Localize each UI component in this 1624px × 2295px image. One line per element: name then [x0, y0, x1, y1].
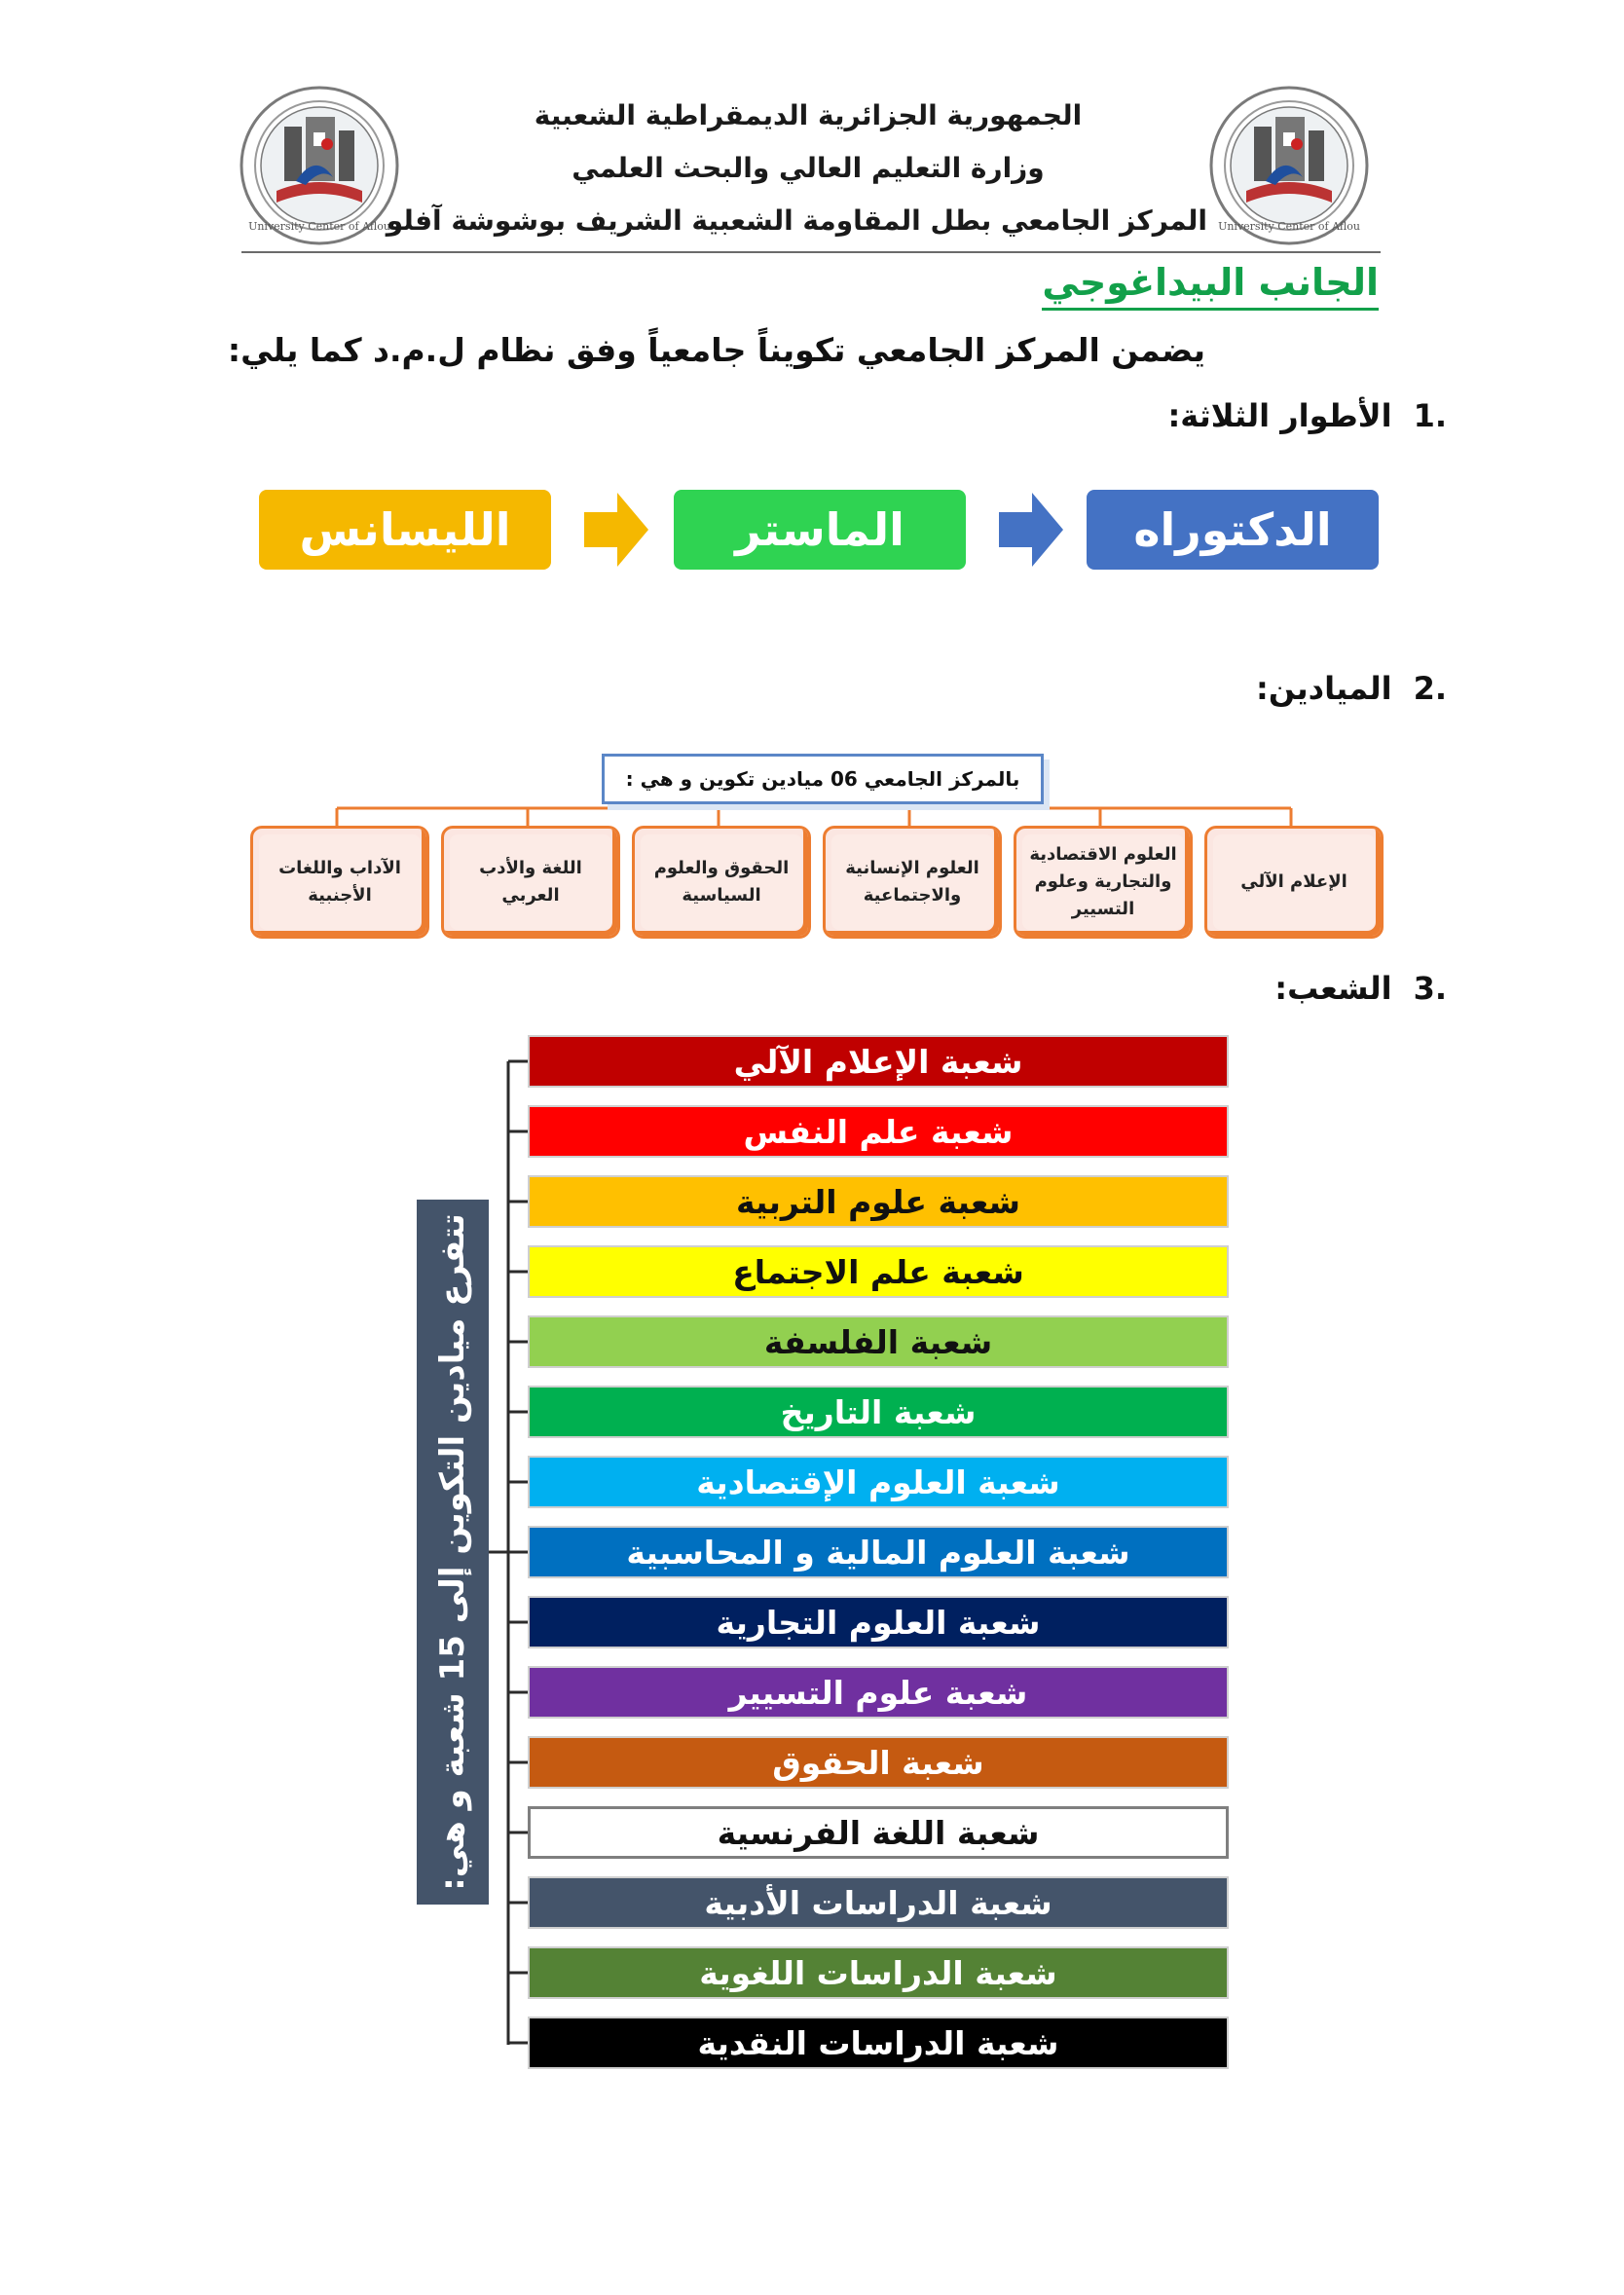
- stage-doctorate: الدكتوراه: [1087, 490, 1379, 570]
- header-republic: الجمهورية الجزائرية الديمقراطية الشعبية: [534, 99, 1083, 131]
- fields-heading-number: .2: [1413, 670, 1447, 707]
- branch-item: شعبة الدراسات اللغوية: [528, 1946, 1229, 1999]
- branch-item: شعبة الدراسات النقدية: [528, 2017, 1229, 2069]
- fields-heading-label: الميادين:: [1256, 670, 1392, 707]
- branch-item: شعبة علوم التربية: [528, 1175, 1229, 1228]
- stages-heading-number: .1: [1413, 397, 1447, 434]
- branch-item: شعبة اللغة الفرنسية: [528, 1806, 1229, 1859]
- field-label: اللغة والأدب العربي: [450, 834, 611, 930]
- branch-item: شعبة علم الاجتماع: [528, 1245, 1229, 1298]
- branch-item: شعبة الحقوق: [528, 1736, 1229, 1789]
- branch-item: شعبة علم النفس: [528, 1105, 1229, 1158]
- header-ministry: وزارة التعليم العالي والبحث العلمي: [572, 152, 1045, 184]
- field-label: الحقوق والعلوم السياسية: [641, 834, 802, 930]
- branches-heading-number: .3: [1413, 970, 1447, 1007]
- branch-item: شعبة العلوم المالية و المحاسبية: [528, 1526, 1229, 1578]
- svg-text:University Center of Aflou: University Center of Aflou: [248, 220, 390, 233]
- fields-root-box: بالمركز الجامعي 06 ميادين تكوين و هي :: [602, 754, 1044, 804]
- stage-licence: الليسانس: [259, 490, 551, 570]
- field-label: العلوم الإنسانية والاجتماعية: [831, 834, 993, 930]
- branch-item: شعبة الدراسات الأدبية: [528, 1876, 1229, 1929]
- field-label: العلوم الاقتصادية والتجارية وعلوم التسيير: [1022, 834, 1184, 930]
- branch-item: شعبة التاريخ: [528, 1386, 1229, 1438]
- svg-text:University Center of Aflou: University Center of Aflou: [1218, 220, 1360, 233]
- branch-item: شعبة الفلسفة: [528, 1315, 1229, 1368]
- branches-heading-label: الشعب:: [1274, 970, 1392, 1007]
- stage-master: الماستر: [674, 490, 966, 570]
- stages-heading-label: الأطوار الثلاثة:: [1167, 397, 1392, 434]
- section-title: الجانب البيداغوجي: [1042, 261, 1379, 311]
- branch-item: شعبة الإعلام الآلي: [528, 1035, 1229, 1088]
- branch-item: شعبة العلوم الإقتصادية: [528, 1456, 1229, 1508]
- branches-root-text: تتفرع ميادين التكوين إلى 15 شعبة و هي:: [433, 1213, 472, 1891]
- header-center: المركز الجامعي بطل المقاومة الشعبية الشريف بوشوشة آفلو: [386, 204, 1207, 237]
- branch-item: شعبة العلوم التجارية: [528, 1596, 1229, 1648]
- intro-text: يضمن المركز الجامعي تكويناً جامعياً وفق نظام ل.م.د كما يلي:: [227, 331, 1205, 369]
- branch-item: شعبة علوم التسيير: [528, 1666, 1229, 1719]
- field-label: الإعلام الآلي: [1213, 834, 1375, 930]
- field-label: الآداب واللغات الأجنبية: [259, 834, 421, 930]
